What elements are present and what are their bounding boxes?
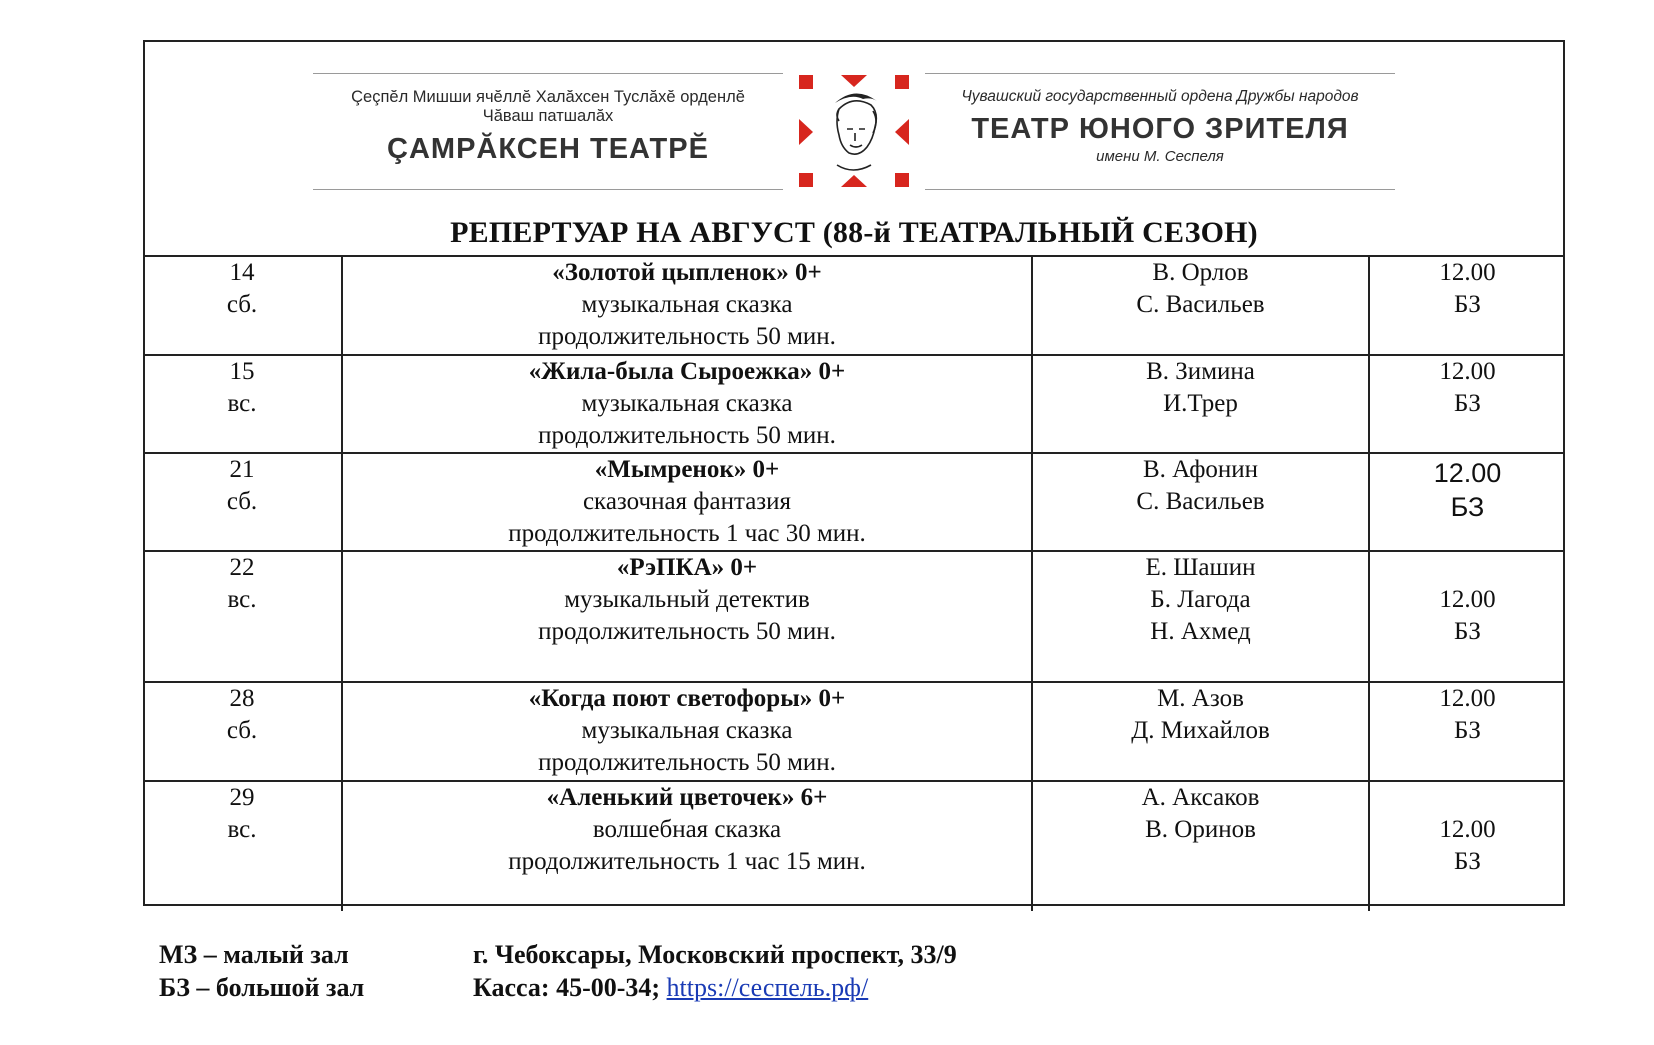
show-title: «Мымренок» 0+ [594,456,780,483]
day-number: 29 [229,784,255,811]
show-cell [342,682,1032,781]
author: И.Трер [1163,390,1238,417]
show-time: 12.00 [1439,586,1496,613]
divider [313,189,783,190]
box-office-line [473,971,957,1004]
author: М. Азов [1157,685,1244,712]
hall: БЗ [1454,618,1481,645]
website-link[interactable]: https://сеспель.рф/ [666,973,869,1002]
show-duration: продолжительность 50 мин. [538,749,836,776]
show-cell [342,453,1032,551]
show-genre: музыкальная сказка [581,390,793,417]
weekday: вс. [227,586,257,613]
hall: БЗ [1454,291,1481,318]
show-duration: продолжительность 50 мин. [538,422,836,449]
show-duration: продолжительность 1 час 30 мин. [508,520,866,547]
author: В. Зимина [1146,358,1255,385]
weekday: сб. [226,488,258,515]
page-title: РЕПЕРТУАР НА АВГУСТ (88-й ТЕАТРАЛЬНЫЙ СЕЗОН) [450,216,1258,249]
contact-info [473,938,957,1004]
show-time: 12.00 [1439,358,1496,385]
weekday: вс. [227,390,257,417]
cast-cell [1032,551,1369,682]
author: Н. Ахмед [1150,618,1251,645]
divider [925,189,1395,190]
theatre-emblem-icon [789,73,919,191]
author: С. Васильев [1136,291,1265,318]
show-title: «Аленький цветочек» 6+ [546,784,828,811]
show-genre: музыкальная сказка [581,291,793,318]
cast-cell [1032,682,1369,781]
date-cell [143,256,342,355]
hall-legend [159,938,364,1004]
repertoire-table [143,255,1565,911]
author: В. Оринов [1145,816,1256,843]
show-cell [342,256,1032,355]
author: А. Аксаков [1141,784,1260,811]
show-title: «Когда поют светофоры» 0+ [528,685,846,712]
chuvash-theatre-name: ÇАМРĂКСЕН ТЕАТРĔ [387,133,709,165]
show-genre: сказочная фантазия [582,488,792,515]
show-time: 12.00 [1439,816,1496,843]
cast-cell [1032,256,1369,355]
hall: БЗ [1454,848,1481,875]
author: Е. Шашин [1145,554,1256,581]
time-cell [1369,453,1565,551]
day-number: 14 [229,259,255,286]
table-row [143,453,1565,551]
show-duration: продолжительность 50 мин. [538,323,836,350]
divider [925,73,1395,74]
show-cell [342,781,1032,911]
show-cell [342,551,1032,682]
time-cell [1369,256,1565,355]
show-title: «РэПКА» 0+ [616,554,758,581]
divider [313,73,783,74]
chuvash-name-block [313,87,783,166]
show-genre: музыкальный детектив [564,586,810,613]
hall: БЗ [1450,492,1485,522]
chuvash-subtitle-2: Чăваш патшалăх [482,107,614,125]
date-cell [143,453,342,551]
show-duration: продолжительность 50 мин. [538,618,836,645]
table-row [143,682,1565,781]
table-row [143,551,1565,682]
hall: БЗ [1454,717,1481,744]
legend-small-hall: МЗ – малый зал [159,940,349,969]
address: г. Чебоксары, Московский проспект, 33/9 [473,940,957,969]
day-number: 22 [229,554,255,581]
chuvash-subtitle: Çеçпĕл Мишши ячĕллĕ Халăхсен Туслăхĕ орденлĕ [351,88,745,106]
russian-subtitle: Чувашский государственный ордена Дружбы народов [961,88,1359,105]
russian-named-after: имени М. Сеспеля [1096,148,1224,165]
show-time: 12.00 [1439,685,1496,712]
date-cell [143,355,342,453]
show-duration: продолжительность 1 час 15 мин. [508,848,866,875]
cast-cell [1032,453,1369,551]
author: С. Васильев [1136,488,1265,515]
author: Б. Лагода [1150,586,1251,613]
show-genre: волшебная сказка [592,816,782,843]
table-row [143,355,1565,453]
date-cell [143,682,342,781]
table-row [143,256,1565,355]
legend-big-hall: БЗ – большой зал [159,973,365,1002]
cast-cell [1032,781,1369,911]
day-number: 15 [229,358,255,385]
time-cell [1369,781,1565,911]
theatre-logo-header [313,73,1395,191]
russian-name-block [925,87,1395,165]
russian-theatre-name: ТЕАТР ЮНОГО ЗРИТЕЛЯ [971,113,1349,145]
day-number: 28 [229,685,255,712]
show-title: «Золотой цыпленок» 0+ [552,259,822,286]
show-title: «Жила-была Сыроежка» 0+ [528,358,846,385]
box-office-phone: Касса: 45-00-34; [473,973,661,1002]
time-cell [1369,682,1565,781]
time-cell [1369,551,1565,682]
author: В. Афонин [1142,456,1259,483]
cast-cell [1032,355,1369,453]
day-number: 21 [229,456,255,483]
table-row [143,781,1565,911]
weekday: сб. [226,291,258,318]
author: Д. Михайлов [1131,717,1270,744]
date-cell [143,551,342,682]
show-time: 12.00 [1433,458,1502,488]
show-time: 12.00 [1439,259,1496,286]
time-cell [1369,355,1565,453]
hall: БЗ [1454,390,1481,417]
weekday: сб. [226,717,258,744]
show-genre: музыкальная сказка [581,717,793,744]
weekday: вс. [227,816,257,843]
date-cell [143,781,342,911]
show-cell [342,355,1032,453]
author: В. Орлов [1152,259,1249,286]
